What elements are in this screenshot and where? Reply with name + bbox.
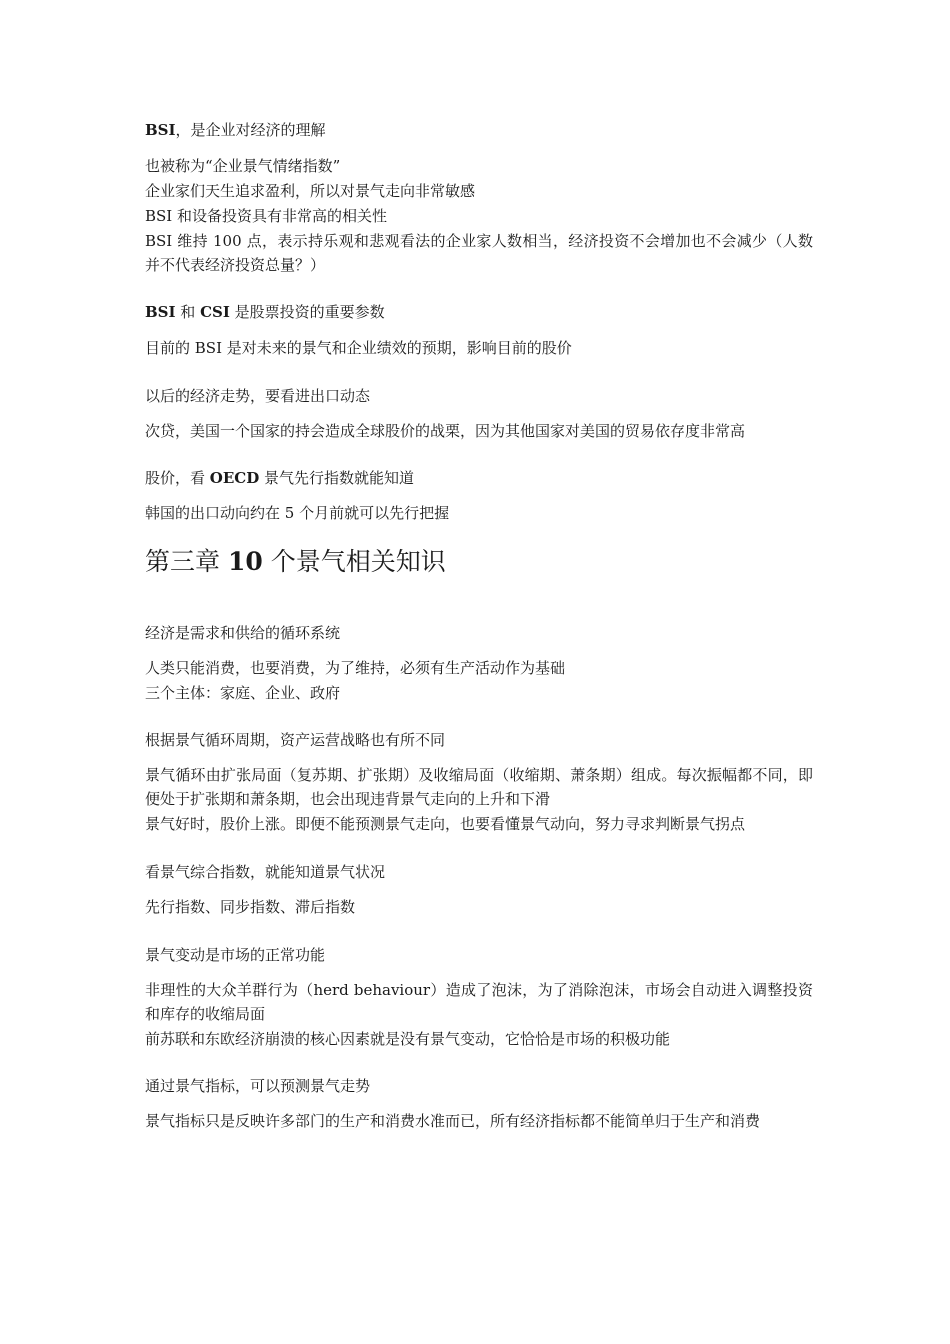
- body-line: 次贷，美国一个国家的持会造成全球股价的战栗，因为其他国家对美国的贸易依存度非常高: [145, 422, 746, 440]
- section-heading-oecd: [145, 467, 414, 489]
- heading-term-oecd: OECD: [209, 469, 260, 487]
- chapter-number: 10: [227, 547, 263, 576]
- body-line: 人类只能消费，也要消费，为了维持，必须有生产活动作为基础: [145, 659, 566, 677]
- body-line: 韩国的出口动向约在 5 个月前就可以先行把握: [145, 504, 450, 522]
- body-paragraph: 非理性的大众羊群行为（herd behaviour）造成了泡沫，为了消除泡沫，市场会自动进入调整投资和库存的收缩局面: [145, 981, 813, 1023]
- body-line: 景气好时，股价上涨。即便不能预测景气走向，也要看懂景气动向，努力寻求判断景气拐点: [145, 815, 746, 833]
- body-line: 也被称为“企业景气情绪指数”: [145, 157, 341, 175]
- chapter-prefix: 第三章: [145, 547, 228, 576]
- section-heading: 看景气综合指数，就能知道景气状况: [145, 863, 386, 881]
- body-line: BSI 和设备投资具有非常高的相关性: [145, 207, 387, 225]
- heading-text: ，是企业对经济的理解: [175, 121, 326, 139]
- body-paragraph: 景气循环由扩张局面（复苏期、扩张期）及收缩局面（收缩期、萧条期）组成。每次振幅都不同，即便处于扩张期和萧条期，也会出现违背景气走向的上升和下滑: [145, 766, 813, 808]
- section-heading: 景气变动是市场的正常功能: [145, 946, 326, 964]
- heading-text: 和: [175, 303, 201, 321]
- heading-text: 是股票投资的重要参数: [229, 303, 385, 321]
- section-heading: 以后的经济走势，要看进出口动态: [145, 387, 371, 405]
- section-heading: 根据景气循环周期，资产运营战略也有所不同: [145, 731, 446, 749]
- heading-term-bsi: BSI: [145, 121, 176, 139]
- heading-term-bsi: BSI: [145, 303, 176, 321]
- chapter-title: [145, 546, 446, 578]
- body-line: 先行指数、同步指数、滞后指数: [145, 898, 356, 916]
- body-paragraph: BSI 维持 100 点，表示持乐观和悲观看法的企业家人数相当，经济投资不会增加也不会减少（人数并不代表经济投资总量？）: [145, 232, 813, 274]
- heading-text: 股价，看: [145, 469, 210, 487]
- section-heading: 通过景气指标，可以预测景气走势: [145, 1077, 371, 1095]
- section-heading: 经济是需求和供给的循环系统: [145, 624, 341, 642]
- section-heading-bsi-csi: [145, 301, 385, 323]
- heading-text: 景气先行指数就能知道: [259, 469, 415, 487]
- body-line: 前苏联和东欧经济崩溃的核心因素就是没有景气变动，它恰恰是市场的积极功能: [145, 1030, 671, 1048]
- body-line: 三个主体：家庭、企业、政府: [145, 684, 341, 702]
- body-line: 企业家们天生追求盈利，所以对景气走向非常敏感: [145, 182, 476, 200]
- chapter-suffix: 个景气相关知识: [262, 547, 446, 576]
- heading-term-csi: CSI: [200, 303, 230, 321]
- body-line: 目前的 BSI 是对未来的景气和企业绩效的预期，影响目前的股价: [145, 339, 572, 357]
- section-heading-bsi: [145, 119, 326, 141]
- body-paragraph: 景气指标只是反映许多部门的生产和消费水准而已，所有经济指标都不能简单归于生产和消费: [145, 1112, 761, 1130]
